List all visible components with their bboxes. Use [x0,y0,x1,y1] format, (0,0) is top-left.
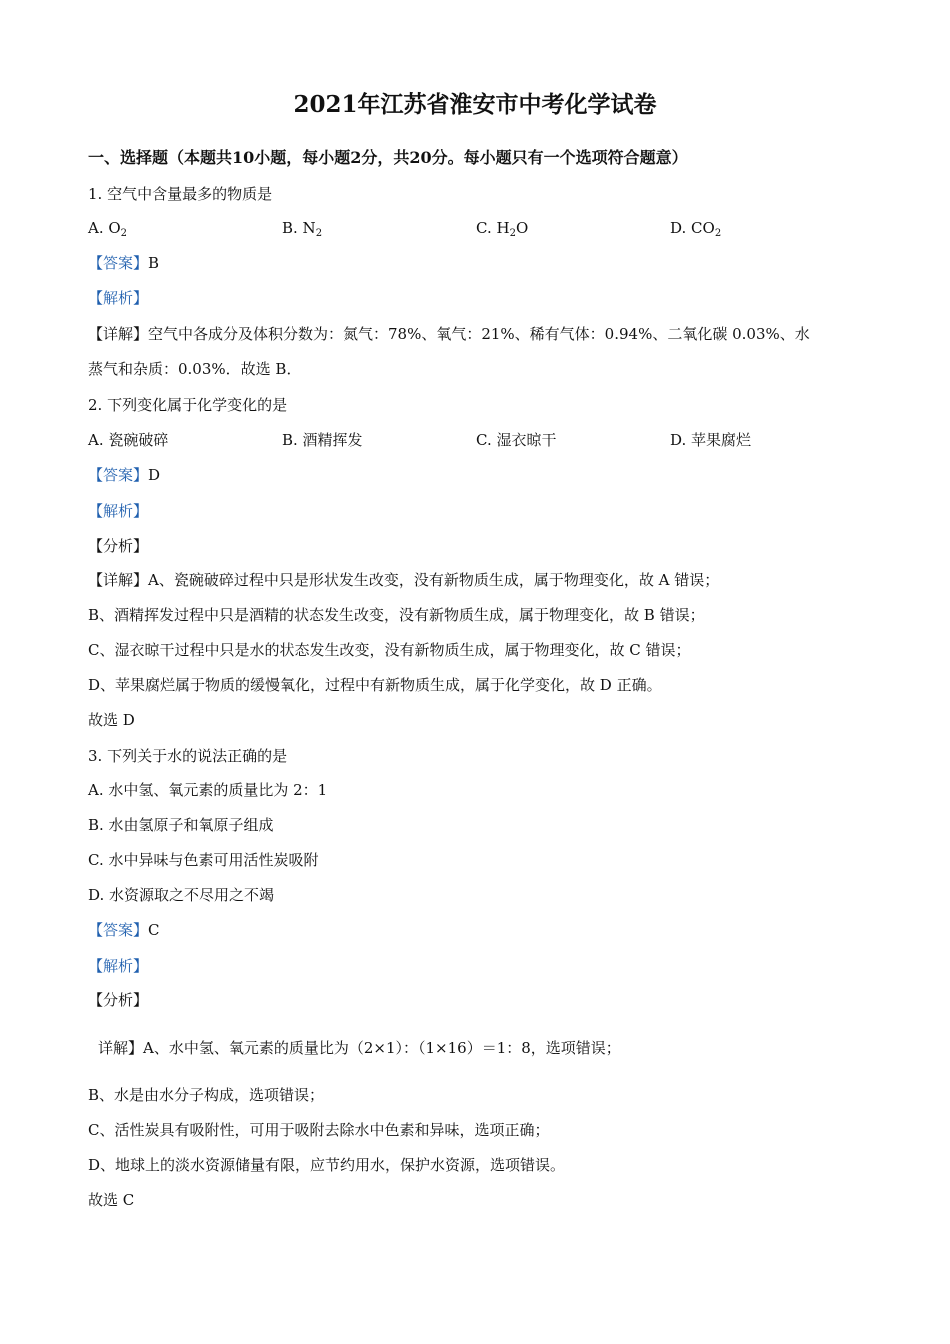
q2-detail-line-1: 【详解】A、瓷碗破碎过程中只是形状发生改变，没有新物质生成，属于物理变化，故 A 错误； [88,571,720,589]
q1-stem: 1. 空气中含量最多的物质是 [88,185,273,203]
q3-option-b: B. 水由氢原子和氧原子组成 [88,816,274,834]
section-heading: 一、选择题（本题共10小题，每小题2分，共20分。每小题只有一个选项符合题意） [88,148,688,167]
q2-conclusion: 故选 D [88,711,135,729]
page-title: 2021年江苏省淮安市中考化学试卷 [293,91,657,118]
q3-fenxi-tag: 【分析】 [88,991,149,1009]
q2-detail-line-2: B、酒精挥发过程中只是酒精的状态发生改变，没有新物质生成，属于物理变化，故 B 错误； [88,606,705,624]
q1-option-c: C. $H_2O$ [476,219,529,239]
q3-conclusion: 故选 C [88,1191,135,1209]
q3-analysis-tag: 【解析】 [88,957,149,975]
q1-option-a: A. $O_2$ [88,219,128,239]
q3-option-a: A. 水中氢、氧元素的质量比为 2：1 [88,781,328,799]
q2-detail-line-3: C、湿衣晾干过程中只是水的状态发生改变，没有新物质生成，属于物理变化，故 C 错误； [88,641,691,659]
q2-option-a: A. 瓷碗破碎 [88,431,169,449]
q3-stem: 3. 下列关于水的说法正确的是 [88,747,288,765]
q1-detail-line-1: 【详解】空气中各成分及体积分数为：氮气：78%、氧气：21%、稀有气体：0.94%、二氧化碳 0.03%、水 [88,325,810,343]
q2-option-b: B. 酒精挥发 [282,431,363,449]
q2-stem: 2. 下列变化属于化学变化的是 [88,396,288,414]
q1-answer: 【答案】B [88,254,160,272]
q1-option-b: B. $N_2$ [282,219,323,239]
answer-tag: 【答案】 [88,466,149,484]
q2-option-c: C. 湿衣晾干 [476,431,557,449]
q1-option-d: D. $CO_2$ [670,219,722,239]
q3-option-c: C. 水中异味与色素可用活性炭吸附 [88,851,319,869]
q3-detail-line-4: D、地球上的淡水资源储量有限，应节约用水，保护水资源，选项错误。 [88,1156,566,1174]
answer-tag: 【答案】 [88,921,149,939]
answer-tag: 【答案】 [88,254,149,272]
q3-detail-line-1: 详解】A、水中氢、氧元素的质量比为（2×1）：（1×16）＝1：8，选项错误； [98,1039,621,1057]
q2-fenxi-tag: 【分析】 [88,537,149,555]
q2-answer: 【答案】D [88,466,161,484]
q2-detail-line-4: D、苹果腐烂属于物质的缓慢氧化，过程中有新物质生成，属于化学变化，故 D 正确。 [88,676,662,694]
q2-option-d: D. 苹果腐烂 [670,431,752,449]
q3-answer: 【答案】C [88,921,160,939]
q2-analysis-tag: 【解析】 [88,502,149,520]
q3-detail-line-2: B、水是由水分子构成，选项错误； [88,1086,325,1104]
q3-option-d: D. 水资源取之不尽用之不竭 [88,886,275,904]
q1-detail-line-2: 蒸气和杂质：0.03%．故选 B． [88,360,302,378]
q1-analysis-tag: 【解析】 [88,289,149,307]
q3-detail-line-3: C、活性炭具有吸附性，可用于吸附去除水中色素和异味，选项正确； [88,1121,550,1139]
